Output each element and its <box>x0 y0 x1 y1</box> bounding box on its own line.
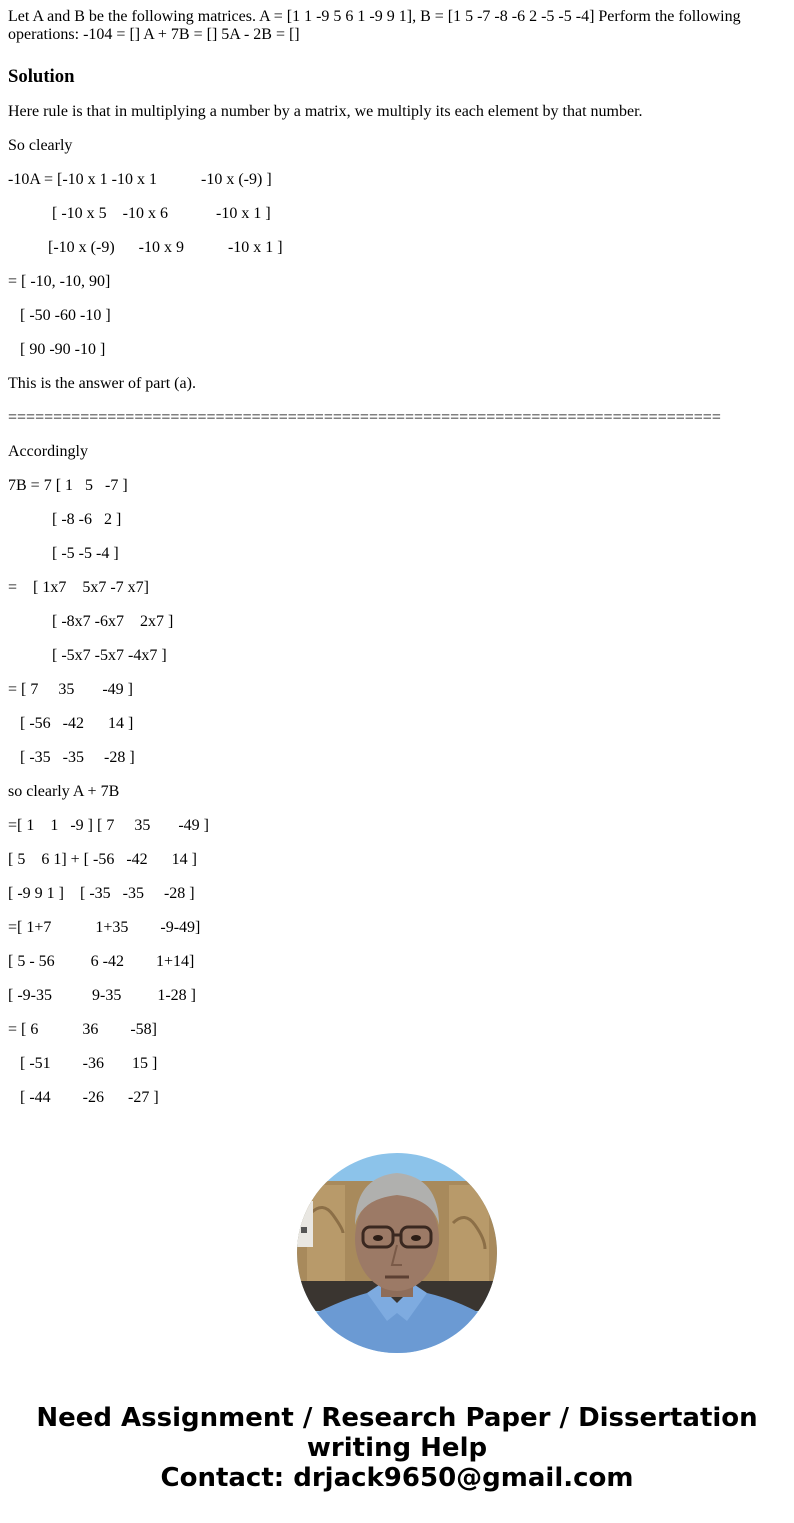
solution-line: [ -9-35 9-35 1-28 ] <box>8 987 196 1004</box>
solution-line: 7B = 7 [ 1 5 -7 ] <box>8 477 128 494</box>
solution-line: So clearly <box>8 137 73 154</box>
solution-steps <box>8 95 786 1115</box>
promo-banner <box>0 1403 794 1493</box>
solution-line: = [ 1x7 5x7 -7 x7] <box>8 579 150 596</box>
solution-line: -10A = [-10 x 1 -10 x 1 -10 x (-9) ] <box>8 171 272 188</box>
solution-line: = [ 7 35 -49 ] <box>8 681 134 698</box>
solution-line: [ -44 -26 -27 ] <box>8 1089 159 1106</box>
solution-line: [ 5 - 56 6 -42 1+14] <box>8 953 195 970</box>
solution-line: [ -10 x 5 -10 x 6 -10 x 1 ] <box>8 205 271 222</box>
solution-line: [ 90 -90 -10 ] <box>8 341 106 358</box>
solution-line: [ -35 -35 -28 ] <box>8 749 135 766</box>
solution-line: [ -50 -60 -10 ] <box>8 307 111 324</box>
solution-line: [ -56 -42 14 ] <box>8 715 134 732</box>
solution-line: [ -51 -36 15 ] <box>8 1055 158 1072</box>
solution-line: =[ 1+7 1+35 -9-49] <box>8 919 201 936</box>
solution-line: [ -5 -5 -4 ] <box>8 545 119 562</box>
solution-line: [ 5 6 1] + [ -56 -42 14 ] <box>8 851 197 868</box>
solution-line: Accordingly <box>8 443 88 460</box>
question-text: Let A and B be the following matrices. A = [1 1 -9 5 6 1 -9 9 1], B = [1 5 -7 -8 -6 2 -5 -5 -4] Perform the following operations: -104 = [] A + 7B = [] 5A - 2B = [] <box>8 8 741 43</box>
solution-line: so clearly A + 7B <box>8 783 120 800</box>
solution-line: [ -8 -6 2 ] <box>8 511 122 528</box>
solution-line: This is the answer of part (a). <box>8 375 196 392</box>
avatar <box>297 1153 497 1353</box>
solution-line: = [ -10, -10, 90] <box>8 273 111 290</box>
promo-subheadline: writing Help <box>306 1433 488 1463</box>
solution-line: Here rule is that in multiplying a number by a matrix, we multiply its each element by that number. <box>8 103 643 120</box>
solution-heading: Solution <box>8 66 75 87</box>
solution-line: [ -9 9 1 ] [ -35 -35 -28 ] <box>8 885 195 902</box>
solution-line: =[ 1 1 -9 ] [ 7 35 -49 ] <box>8 817 209 834</box>
solution-line: [-10 x (-9) -10 x 9 -10 x 1 ] <box>8 239 283 256</box>
separator-line: =============================================================================== <box>8 409 721 426</box>
promo-contact: Contact: drjack9650@gmail.com <box>160 1463 634 1493</box>
solution-line: = [ 6 36 -58] <box>8 1021 158 1038</box>
person-photo-icon <box>297 1153 497 1353</box>
promo-headline: Need Assignment / Research Paper / Dissertation <box>36 1403 758 1433</box>
solution-line: [ -5x7 -5x7 -4x7 ] <box>8 647 167 664</box>
solution-line: [ -8x7 -6x7 2x7 ] <box>8 613 174 630</box>
